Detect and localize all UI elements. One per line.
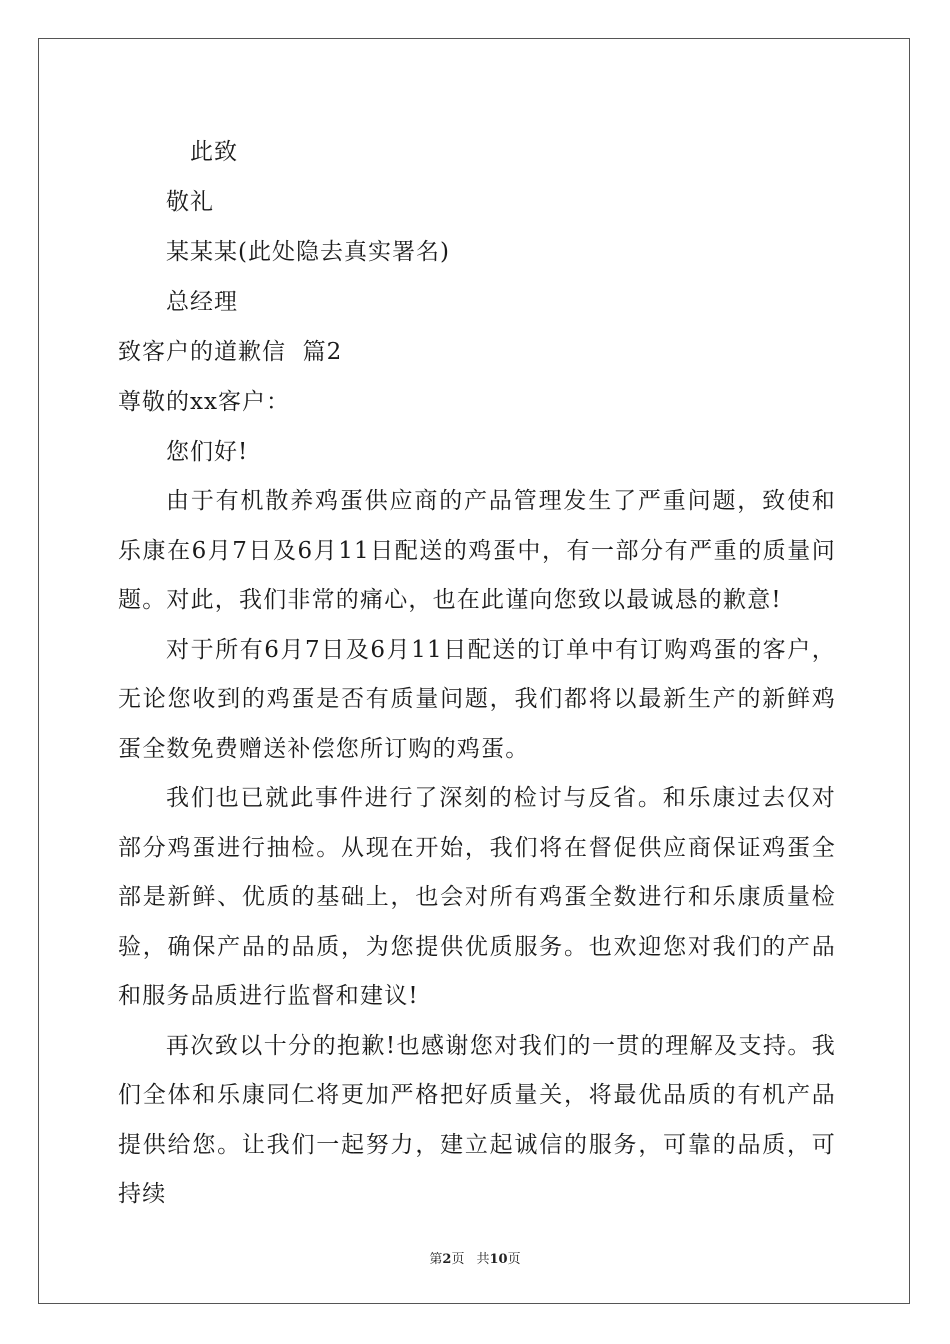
page-suffix: 页 — [451, 1252, 465, 1267]
total-suffix: 页 — [507, 1252, 521, 1267]
paragraph-2: 对于所有6月7日及6月11日配送的订单中有订购鸡蛋的客户，无论您收到的鸡蛋是否有质量问题，我们都将以最新生产的新鲜鸡蛋全数免费赠送补偿您所订购的鸡蛋。 — [118, 636, 836, 762]
closing-line-2: 敬礼 — [166, 189, 214, 215]
page-prefix: 第 — [429, 1252, 443, 1267]
signer-position: 总经理 — [166, 289, 238, 315]
section-heading: 致客户的道歉信 篇2 — [118, 339, 343, 365]
greeting: 您们好! — [166, 439, 249, 465]
page-current: 2 — [442, 1252, 452, 1267]
closing-line-1: 此致 — [190, 139, 238, 165]
paragraph-3: 我们也已就此事件进行了深刻的检讨与反省。和乐康过去仅对部分鸡蛋进行抽检。从现在开始，我们将在督促供应商保证鸡蛋全部是新鲜、优质的基础上，也会对所有鸡蛋全数进行和乐康质量检验，确保产品的品质，为您提供优质服务。也欢迎您对我们的产品和服务品质进行监督和建议! — [118, 785, 836, 1009]
paragraph-4: 再次致以十分的抱歉!也感谢您对我们的一贯的理解及支持。我们全体和乐康同仁将更加严格把好质量关，将最优品质的有机产品提供给您。让我们一起努力，建立起诚信的服务，可靠的品质，可持续 — [118, 1032, 836, 1207]
page-footer — [0, 1248, 950, 1267]
signature: 某某某(此处隐去真实署名) — [166, 239, 450, 265]
document-body — [118, 127, 836, 1220]
total-prefix: 共 — [476, 1252, 490, 1267]
salutation: 尊敬的xx客户： — [118, 389, 290, 415]
paragraph-1: 由于有机散养鸡蛋供应商的产品管理发生了严重问题，致使和乐康在6月7日及6月11日配送的鸡蛋中，有一部分有严重的质量问题。对此，我们非常的痛心，也在此谨向您致以最诚恳的歉意! — [118, 488, 836, 613]
page-total: 10 — [489, 1252, 508, 1267]
